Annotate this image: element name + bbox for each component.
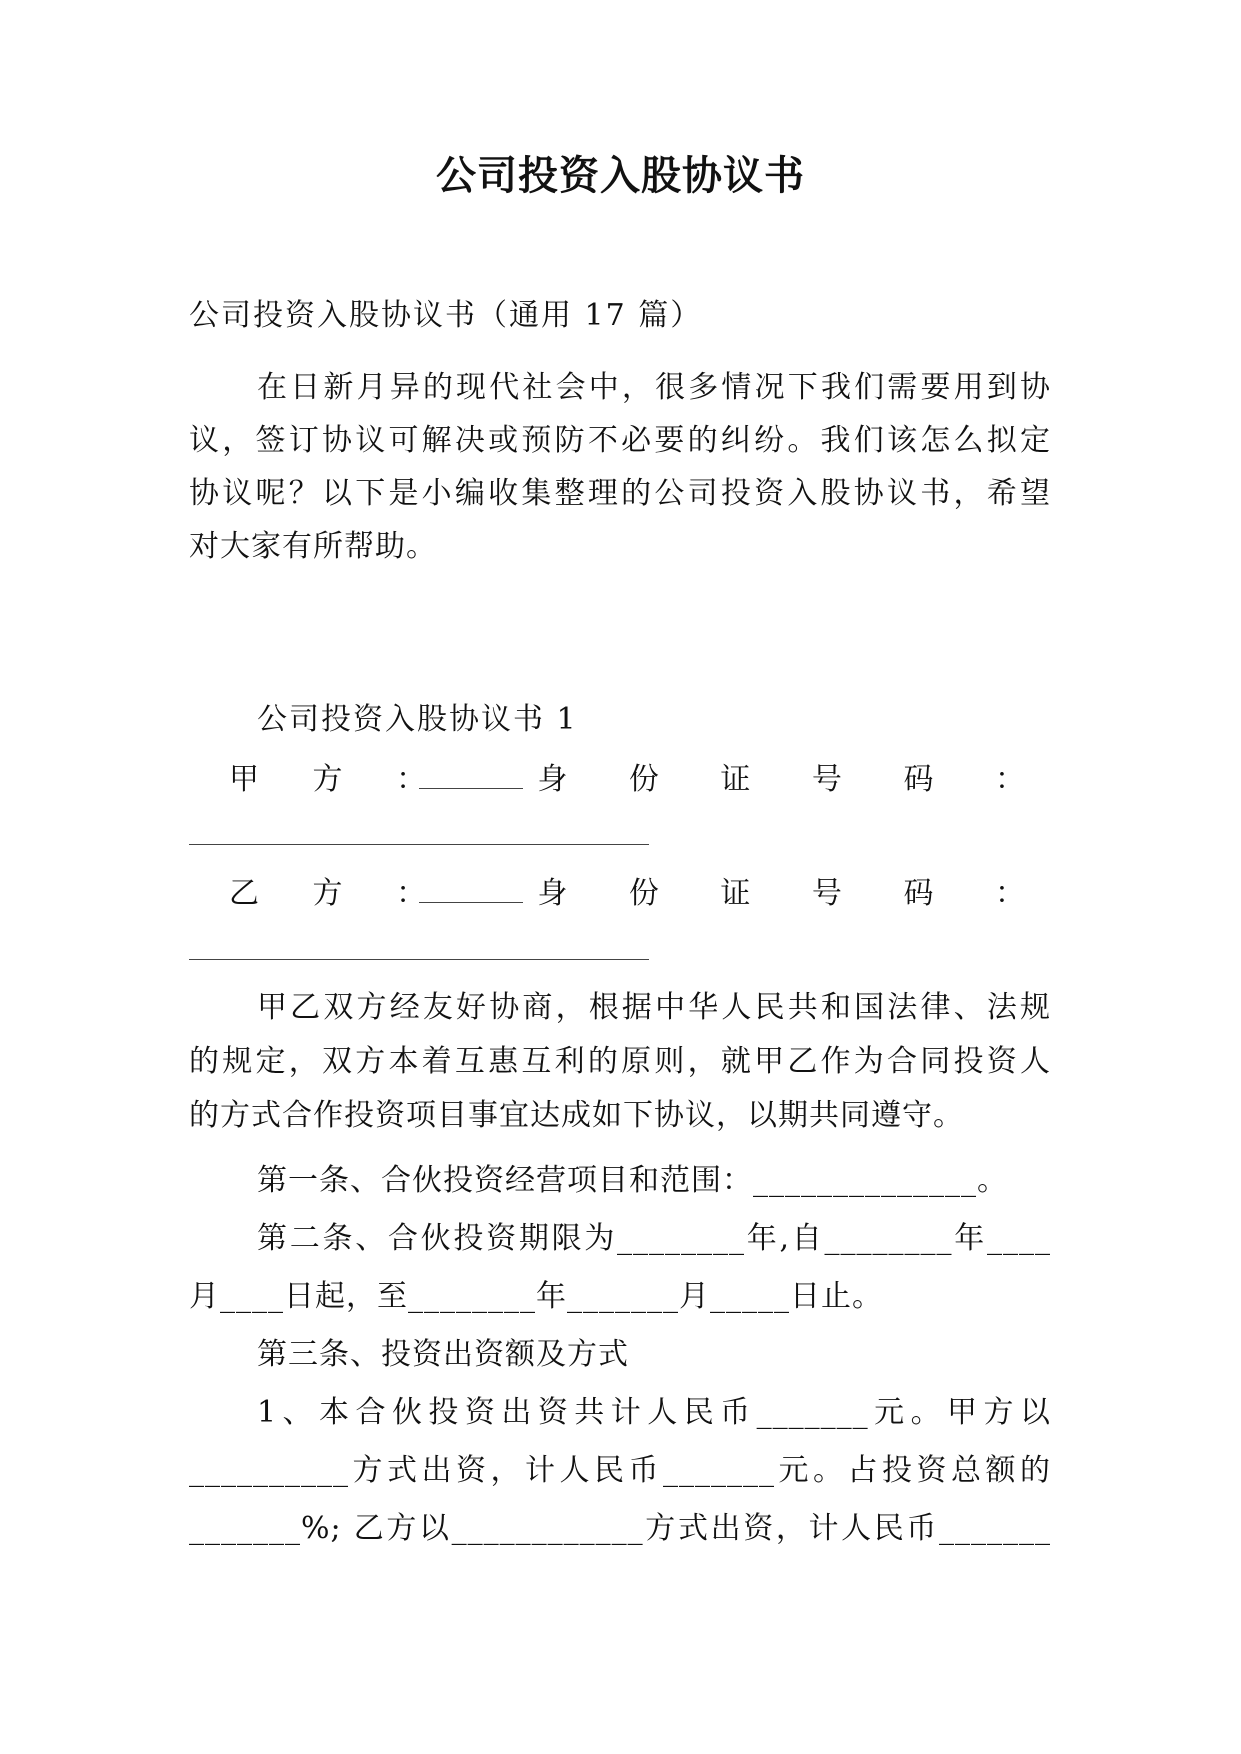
body-line-3: 的方式合作投资项目事宜达成如下协议，以期共同遵守。 [189,1098,964,1133]
article-3-title: 第三条、投资出资额及方式 [257,1337,629,1372]
party-b-name-blank[interactable] [419,870,523,903]
party-a-name-blank[interactable] [419,756,523,789]
article-2-line-1: 第二条、合伙投资期限为________年,自________年____ [257,1221,1051,1256]
party-b-label: 乙 方 ： [229,876,449,911]
party-a-label: 甲 方 ： [229,762,449,797]
body-line-1: 甲乙双方经友好协商，根据中华人民共和国法律、法规 [257,990,1051,1025]
intro-line-4: 对大家有所帮助。 [189,529,437,564]
intro-line-2: 议，签订协议可解决或预防不必要的纠纷。我们该怎么拟定 [189,423,1051,458]
party-a-row [189,756,1051,800]
party-a-id-blank[interactable] [189,842,649,845]
party-b-row [189,870,1051,914]
intro-line-1: 在日新月异的现代社会中，很多情况下我们需要用到协 [257,370,1051,405]
document-subtitle: 公司投资入股协议书（通用 17 篇） [189,298,703,333]
article-2-line-2: 月____日起，至________年_______月_____日止。 [189,1279,883,1314]
document-title: 公司投资入股协议书 [436,152,805,199]
party-b-id-label: 身 份 证 号 码 ： [537,876,1051,911]
article-3-line-1: 1、本合伙投资出资共计人民币_______元。甲方以 [257,1395,1051,1430]
party-b-id-blank[interactable] [189,957,649,960]
article-3-line-2: __________方式出资，计人民币_______元。占投资总额的 [189,1453,1051,1488]
article-1: 第一条、合伙投资经营项目和范围：______________。 [257,1163,1008,1198]
intro-line-3: 协议呢？以下是小编收集整理的公司投资入股协议书，希望 [189,476,1051,511]
body-line-2: 的规定，双方本着互惠互利的原则，就甲乙作为合同投资人 [189,1044,1051,1079]
article-3-line-3: _______%; 乙方以____________方式出资，计人民币_______ [189,1511,1051,1546]
section-title: 公司投资入股协议书 1 [257,702,578,737]
party-a-id-label: 身 份 证 号 码 ： [537,762,1051,797]
